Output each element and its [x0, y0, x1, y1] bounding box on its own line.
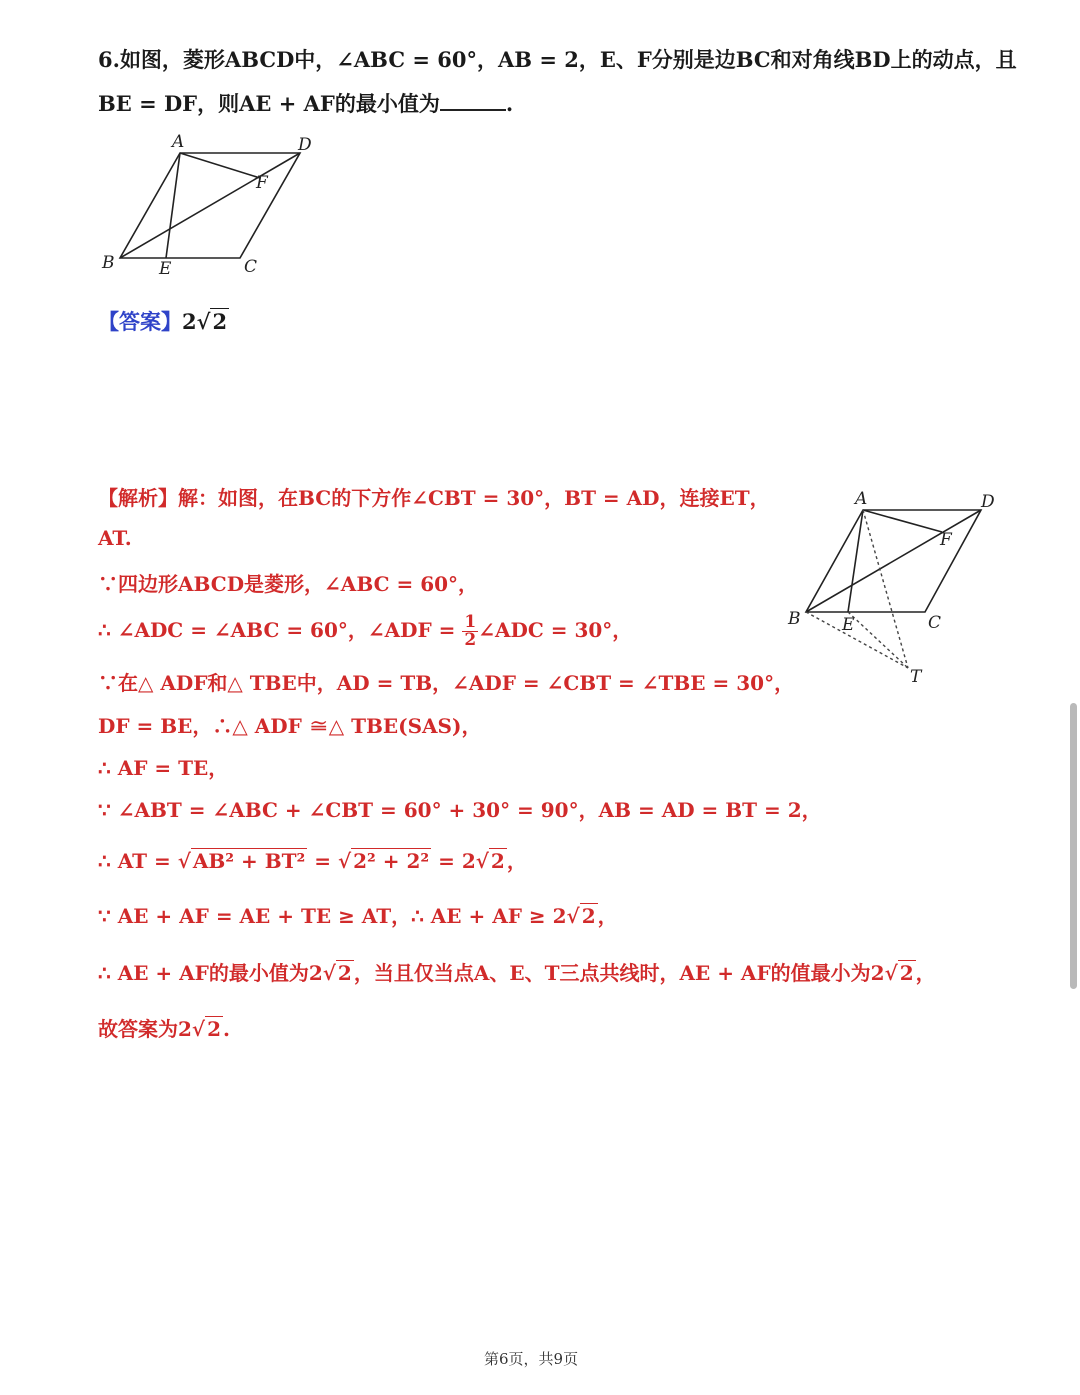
- segment-ae: [166, 153, 180, 258]
- solution-line-2: AT.: [98, 526, 132, 550]
- solution-line-3: ∵四边形ABCD是菱形，∠ABC = 60°，: [98, 572, 479, 596]
- answer-sqrt: √2: [196, 309, 228, 334]
- segment-af: [180, 153, 260, 178]
- sqrt-result-9: √ 2: [475, 849, 505, 873]
- solution-text-10-pre: ∵ AE + AF = AE + TE ≥ AT，∴ AE + AF ≥ 2: [98, 904, 567, 928]
- solution-text-4-pre: ∴ ∠ADC = ∠ABC = 60°，∠ADF =: [98, 618, 463, 642]
- question-line-2: [98, 88, 513, 118]
- answer-coef: 2: [182, 309, 197, 334]
- solution-line-4: [98, 614, 632, 649]
- segment-af-2: [863, 510, 942, 532]
- diagonal-bd: [120, 153, 300, 258]
- sqrt-12-radicand: 2: [207, 1017, 221, 1041]
- label-d: D: [298, 135, 312, 155]
- sqrt-11b: √ 2: [884, 961, 914, 985]
- question-end: .: [505, 91, 514, 116]
- label-b-2: B: [788, 609, 801, 629]
- solution-text-9-pre: ∴ AT =: [98, 849, 178, 873]
- solution-text-11-pre: ∴ AE + AF的最小值为2: [98, 961, 323, 985]
- solution-text-4-post: ∠ADC = 30°，: [478, 618, 633, 642]
- solution-line-6: DF = BE，∴△ ADF ≅△ TBE(SAS)，: [98, 714, 482, 738]
- solution-line-11: [98, 957, 936, 986]
- question-text-1: 如图，菱形ABCD中，∠ABC = 60°，AB = 2，E、F分别是边BC和对角线BD上的动点，且: [119, 47, 1017, 72]
- fraction-denominator: 2: [464, 630, 477, 650]
- solution-line-9: [98, 845, 527, 874]
- solution-line-10: [98, 900, 618, 929]
- figure-rhombus: [96, 128, 326, 280]
- answer-radicand: 2: [212, 309, 228, 334]
- answer-line: [98, 306, 229, 336]
- fraction-half: [462, 614, 478, 649]
- solution-text-12-end: .: [223, 1017, 230, 1041]
- segment-ae-2: [848, 510, 863, 612]
- label-d-2: D: [981, 492, 995, 512]
- segment-at: [863, 510, 908, 668]
- label-a-2: A: [855, 489, 868, 509]
- solution-text-9-coef: = 2: [431, 849, 476, 873]
- solution-text-9-end: ，: [506, 849, 527, 873]
- diagonal-bd-2: [806, 510, 981, 612]
- solution-line-8: ∵ ∠ABT = ∠ABC + ∠CBT = 60° + 30° = 90°，AB = AD = BT = 2，: [98, 798, 822, 822]
- label-c-2: C: [928, 613, 942, 633]
- solution-tag: 【解析】: [98, 486, 178, 510]
- label-c: C: [244, 257, 258, 277]
- answer-blank: [440, 91, 506, 111]
- fraction-numerator: 1: [464, 612, 477, 632]
- question-number: 6.: [98, 47, 120, 72]
- label-b: B: [102, 253, 115, 273]
- solution-text-1: 解：如图，在BC的下方作∠CBT = 30°，BT = AD，连接ET，: [178, 486, 770, 510]
- solution-text-9-mid: =: [307, 849, 338, 873]
- question-text-2: BE = DF，则AE + AF的最小值为: [98, 91, 440, 116]
- solution-text-12-pre: 故答案为2: [98, 1017, 192, 1041]
- segment-et: [848, 612, 908, 668]
- sqrt-2-2-radicand: 2² + 2²: [353, 849, 430, 873]
- sqrt-10-radicand: 2: [581, 904, 596, 928]
- page-footer: 第6页，共9页: [484, 1350, 579, 1368]
- sqrt-11b-radicand: 2: [899, 961, 914, 985]
- answer-tag: 【答案】: [98, 309, 182, 334]
- label-e-2: E: [842, 615, 855, 635]
- sqrt-2-2: √ 2² + 2²: [337, 849, 430, 873]
- sqrt-12: √ 2: [191, 1017, 221, 1041]
- sqrt-11a: √ 2: [322, 961, 352, 985]
- figure-solution: [778, 484, 1010, 690]
- solution-text-11-mid: ，当且仅当点A、E、T三点共线时，AE + AF的值最小为2: [353, 961, 885, 985]
- solution-line-7: ∴ AF = TE，: [98, 756, 229, 780]
- solution-line-1: [98, 482, 770, 511]
- sqrt-10: √ 2: [566, 904, 596, 928]
- label-e: E: [159, 259, 172, 279]
- question-line-1: [98, 44, 1017, 74]
- label-t: T: [910, 667, 922, 687]
- solution-text-11-end: ，: [915, 961, 936, 985]
- scrollbar-thumb[interactable]: [1070, 703, 1077, 989]
- solution-text-10-end: ，: [597, 904, 618, 928]
- sqrt-ab-bt-radicand: AB² + BT²: [192, 849, 306, 873]
- sqrt-11a-radicand: 2: [337, 961, 352, 985]
- solution-line-12: [98, 1013, 230, 1042]
- label-a: A: [172, 132, 185, 152]
- label-f-2: F: [940, 530, 952, 550]
- solution-line-5: ∵在△ ADF和△ TBE中，AD = TB，∠ADF = ∠CBT = ∠TBE = 30°，: [98, 671, 795, 695]
- sqrt-ab-bt: √ AB² + BT²: [177, 849, 306, 873]
- sqrt-result-9-radicand: 2: [490, 849, 505, 873]
- label-f: F: [256, 173, 268, 193]
